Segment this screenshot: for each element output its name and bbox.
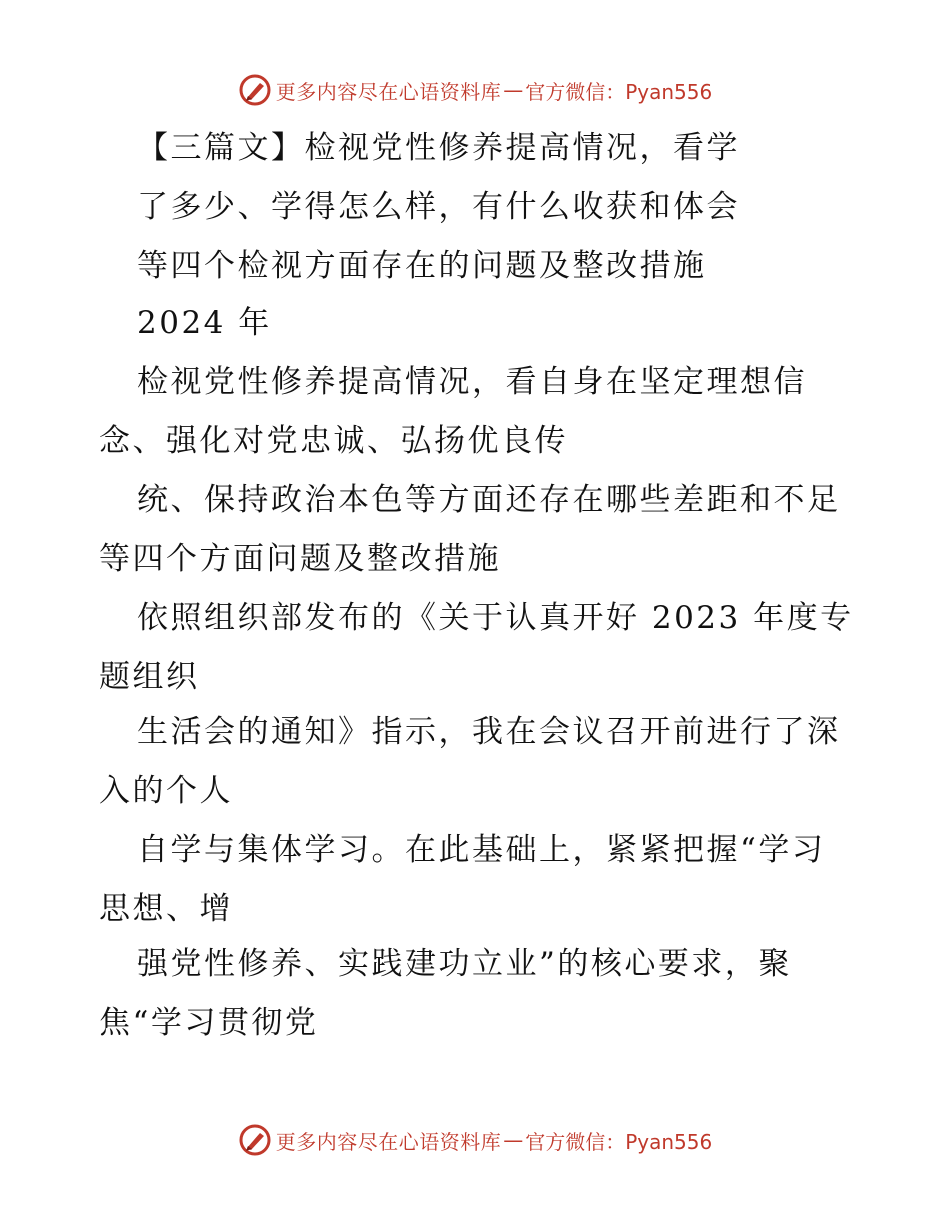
title-line-1: 【三篇文】检视党性修养提高情况，看学 [137,130,740,166]
title-line-3: 等四个检视方面存在的问题及整改措施 [137,248,707,284]
paragraph-line: 自学与集体学习。在此基础上，紧紧把握“学习 [137,832,826,868]
paragraph-line: 强党性修养、实践建功立业”的核心要求，聚 [137,946,792,982]
paragraph-line: 统、保持政治本色等方面还存在哪些差距和不足 [137,482,841,518]
header-separator: — [503,78,524,102]
footer-separator: — [503,1128,524,1152]
paragraph-line: 检视党性修养提高情况，看自身在坚定理想信 [137,364,807,400]
paragraph-line: 生活会的通知》指示，我在会议召开前进行了深 [137,714,841,750]
paragraph-line: 思想、增 [99,891,233,927]
footer-wechat-text: 官方微信：Pyan556 [525,1129,713,1154]
header-wechat-text: 官方微信：Pyan556 [525,79,713,104]
paragraph-line: 题组织 [99,659,200,695]
paragraph-line: 念、强化对党忠诚、弘扬优良传 [99,423,568,459]
pen-logo-icon [238,73,272,107]
header-watermark [0,68,950,112]
header-site-text: 更多内容尽在心语资料库 [275,79,502,104]
paragraph-line: 焦“学习贯彻党 [99,1005,319,1041]
paragraph-line: 入的个人 [99,773,233,809]
title-line-2: 了多少、学得怎么样，有什么收获和体会 [137,189,740,225]
footer-watermark [0,1118,950,1162]
paragraph-line: 依照组织部发布的《关于认真开好 2023 年度专 [137,600,854,636]
paragraph-line: 等四个方面问题及整改措施 [99,541,501,577]
footer-site-text: 更多内容尽在心语资料库 [275,1129,502,1154]
title-line-4: 2024 年 [137,305,272,341]
pen-logo-icon [238,1123,272,1157]
